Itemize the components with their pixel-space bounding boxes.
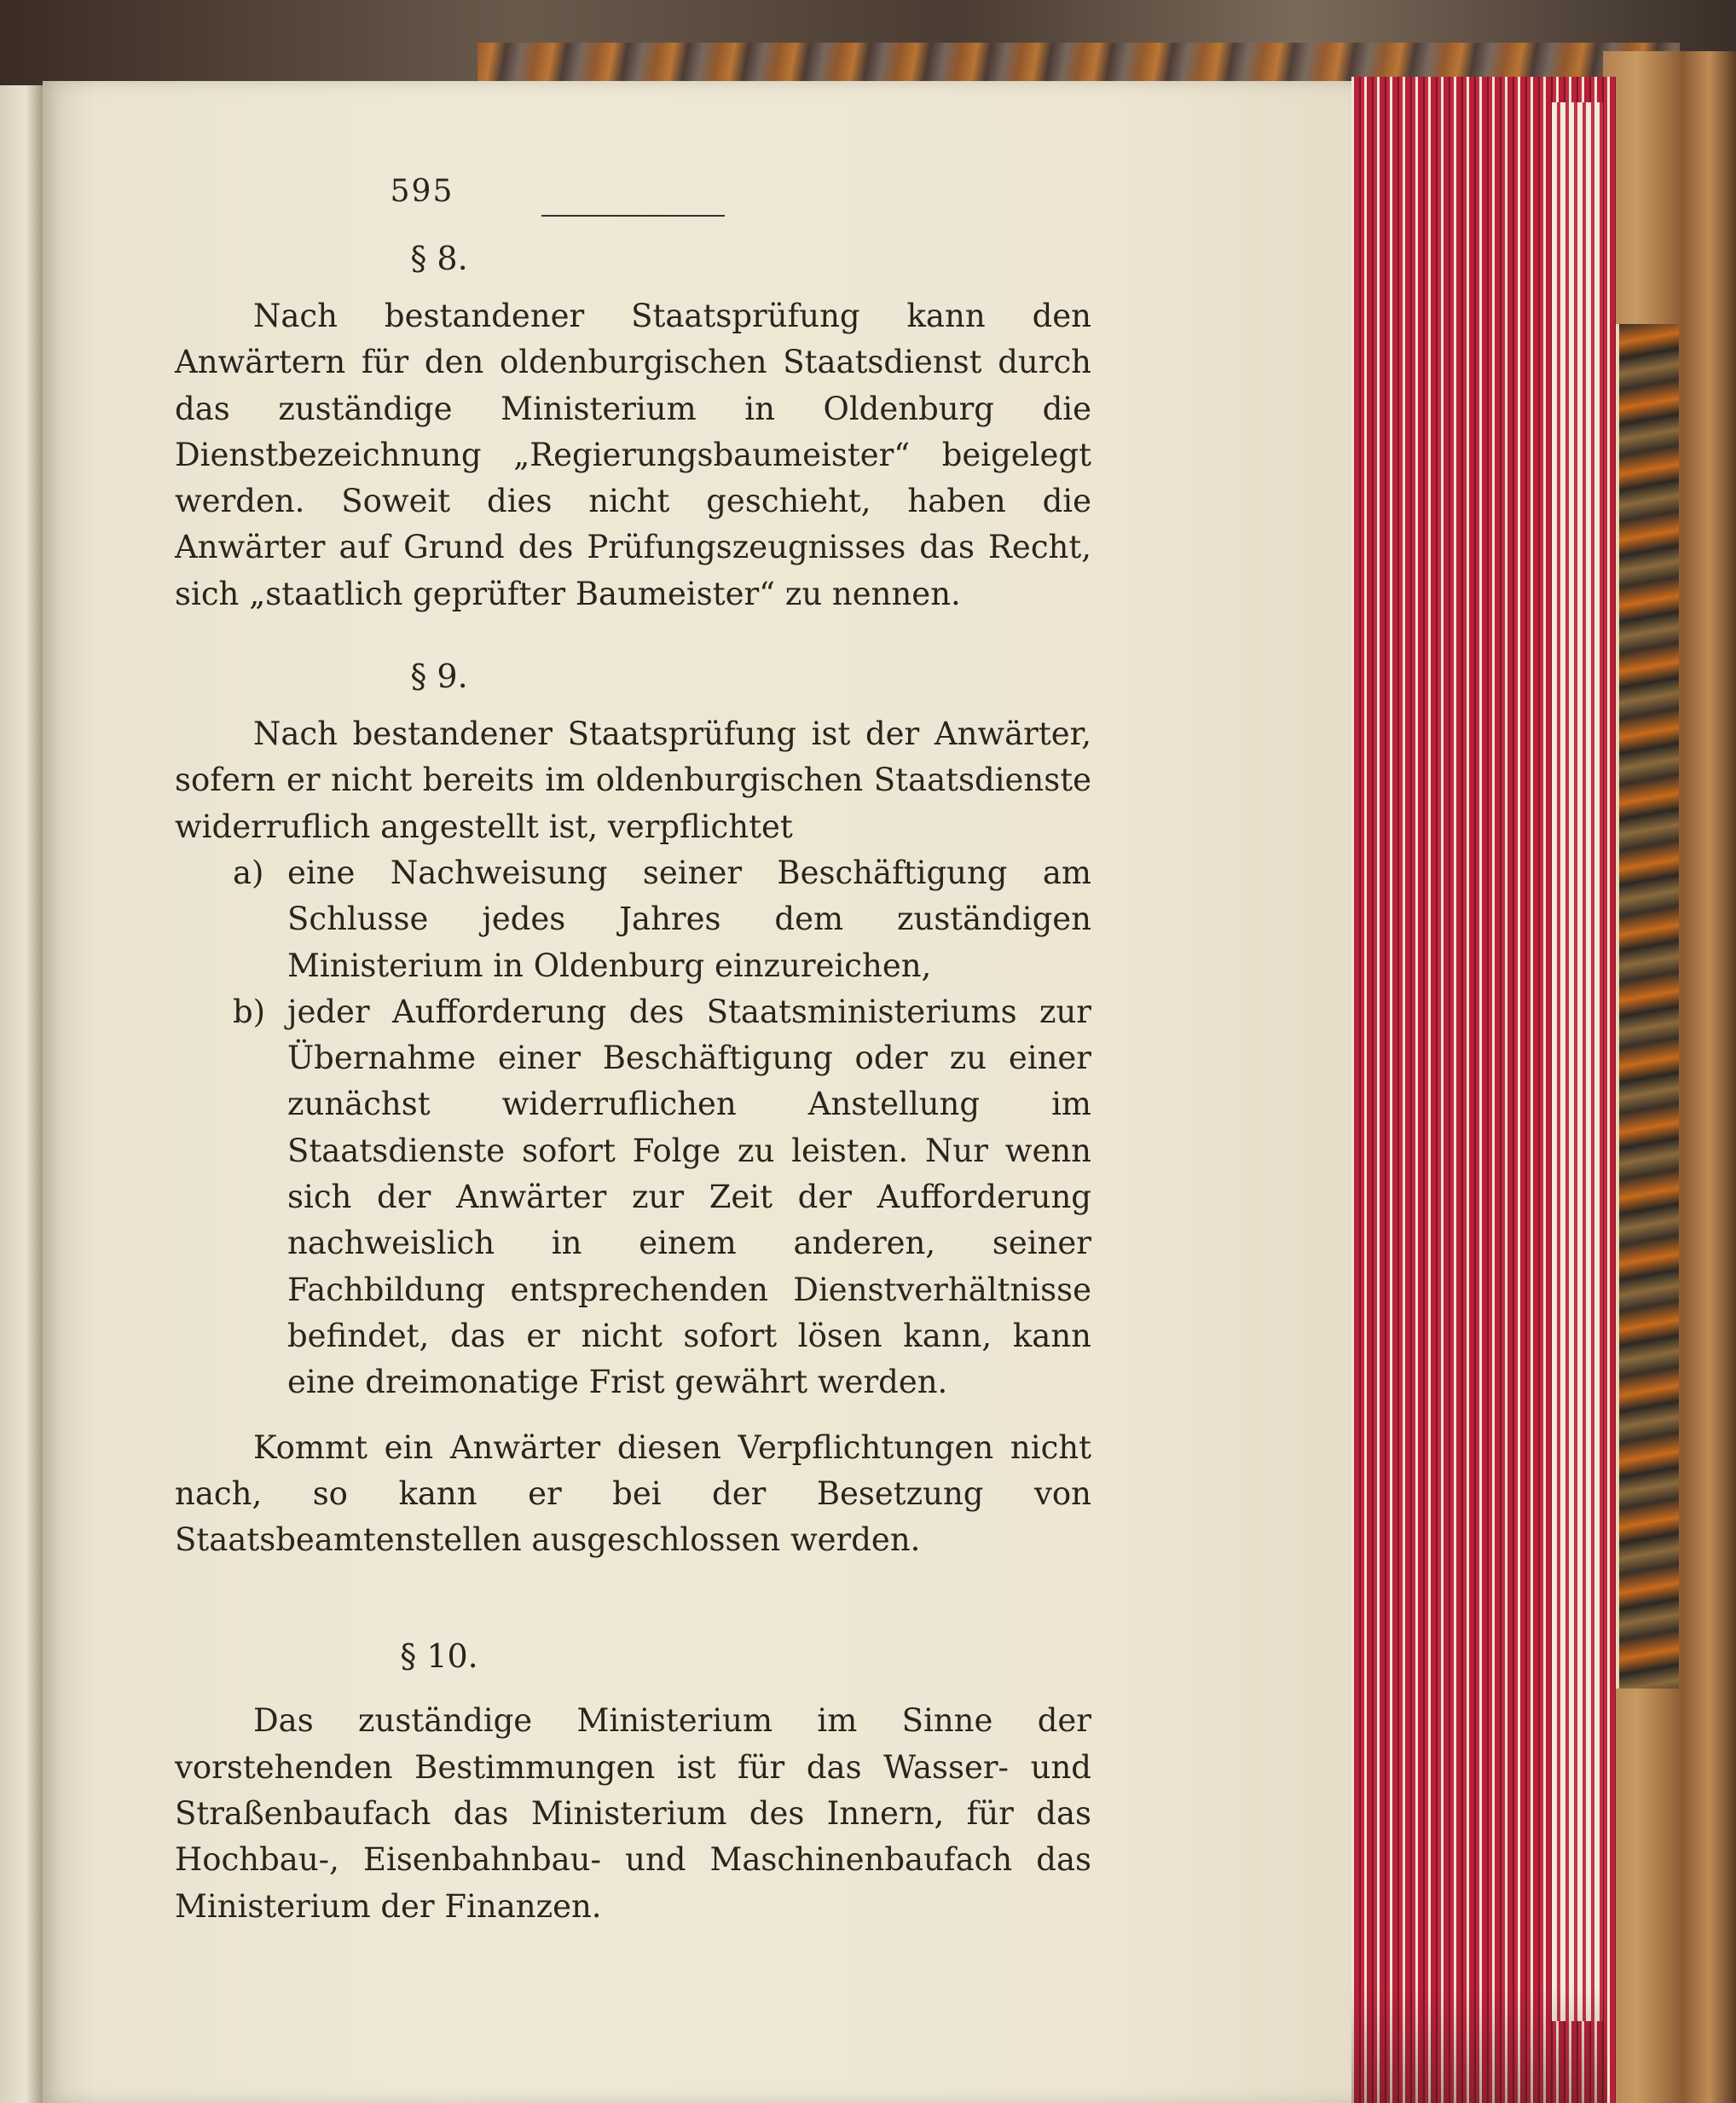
section-heading-8: § 8. xyxy=(410,240,468,277)
section-9-closing: Kommt ein Anwärter diesen Verpflichtungen nicht nach, so kann er bei der Besetzung von Staatsbeamtenstellen ausgeschlossen werden. xyxy=(175,1428,1091,1559)
list-item-a xyxy=(175,850,1091,989)
page-number: 595 xyxy=(390,174,454,209)
list-item-label: a) xyxy=(233,854,264,891)
list-item-text: jeder Aufforderung des Staatsministeriums zur Übernahme einer Beschäftigung oder zu einer zunächst widerruflichen Anstellung im Staatsdienste sofort Folge zu leisten. Nur wenn sich der Anwärter zur Zeit der Aufforderung nachweislich in einem anderen, seiner Fachbildung entsprechenden Dienstverhältnisse befindet, das er nicht sofort lösen kann, kann eine dreimonatige Frist gewährt werden. xyxy=(287,993,1091,1401)
section-10-paragraph: Das zuständige Ministerium im Sinne der vorstehenden Bestimmungen ist für das Wasser- und Straßenbaufach das Ministerium des Innern, für das Hochbau-, Eisenbahnbau- und Maschinenbaufach das Ministerium der Finanzen. xyxy=(175,1702,1091,1925)
list-item-b xyxy=(175,989,1091,1406)
page-number-rule xyxy=(541,215,725,217)
section-heading-9: § 9. xyxy=(410,658,468,696)
facing-page-edge xyxy=(0,85,43,2103)
list-item-text: eine Nachweisung seiner Beschäftigung am Schlusse jedes Jahres dem zuständigen Ministerium in Oldenburg einzureichen, xyxy=(287,854,1091,984)
marbled-cover-edge xyxy=(477,43,1680,81)
section-8-paragraph: Nach bestandener Staatsprüfung kann den Anwärtern für den oldenburgischen Staatsdienst durch das zuständige Ministerium in Oldenburg die Dienstbezeichnung „Regierungsbaumeister“ beigelegt werden. Soweit dies nicht geschieht, haben die Anwärter auf Grund des Prüfungszeugnisses das Recht, sich „staatlich geprüfter Baumeister“ zu nennen. xyxy=(175,298,1091,612)
list-item-label: b) xyxy=(233,993,266,1030)
section-heading-10: § 10. xyxy=(400,1637,478,1676)
text-column xyxy=(175,171,1091,1930)
page-edges-outer xyxy=(1552,102,1603,2021)
section-9-intro: Nach bestandener Staatsprüfung ist der Anwärter, sofern er nicht bereits im oldenburgischen Staatsdienste widerruflich angestellt ist, verpflichtet xyxy=(175,715,1091,845)
page-edges-shadow xyxy=(1351,1987,1607,2103)
marbled-board-strip xyxy=(1616,324,1679,1689)
